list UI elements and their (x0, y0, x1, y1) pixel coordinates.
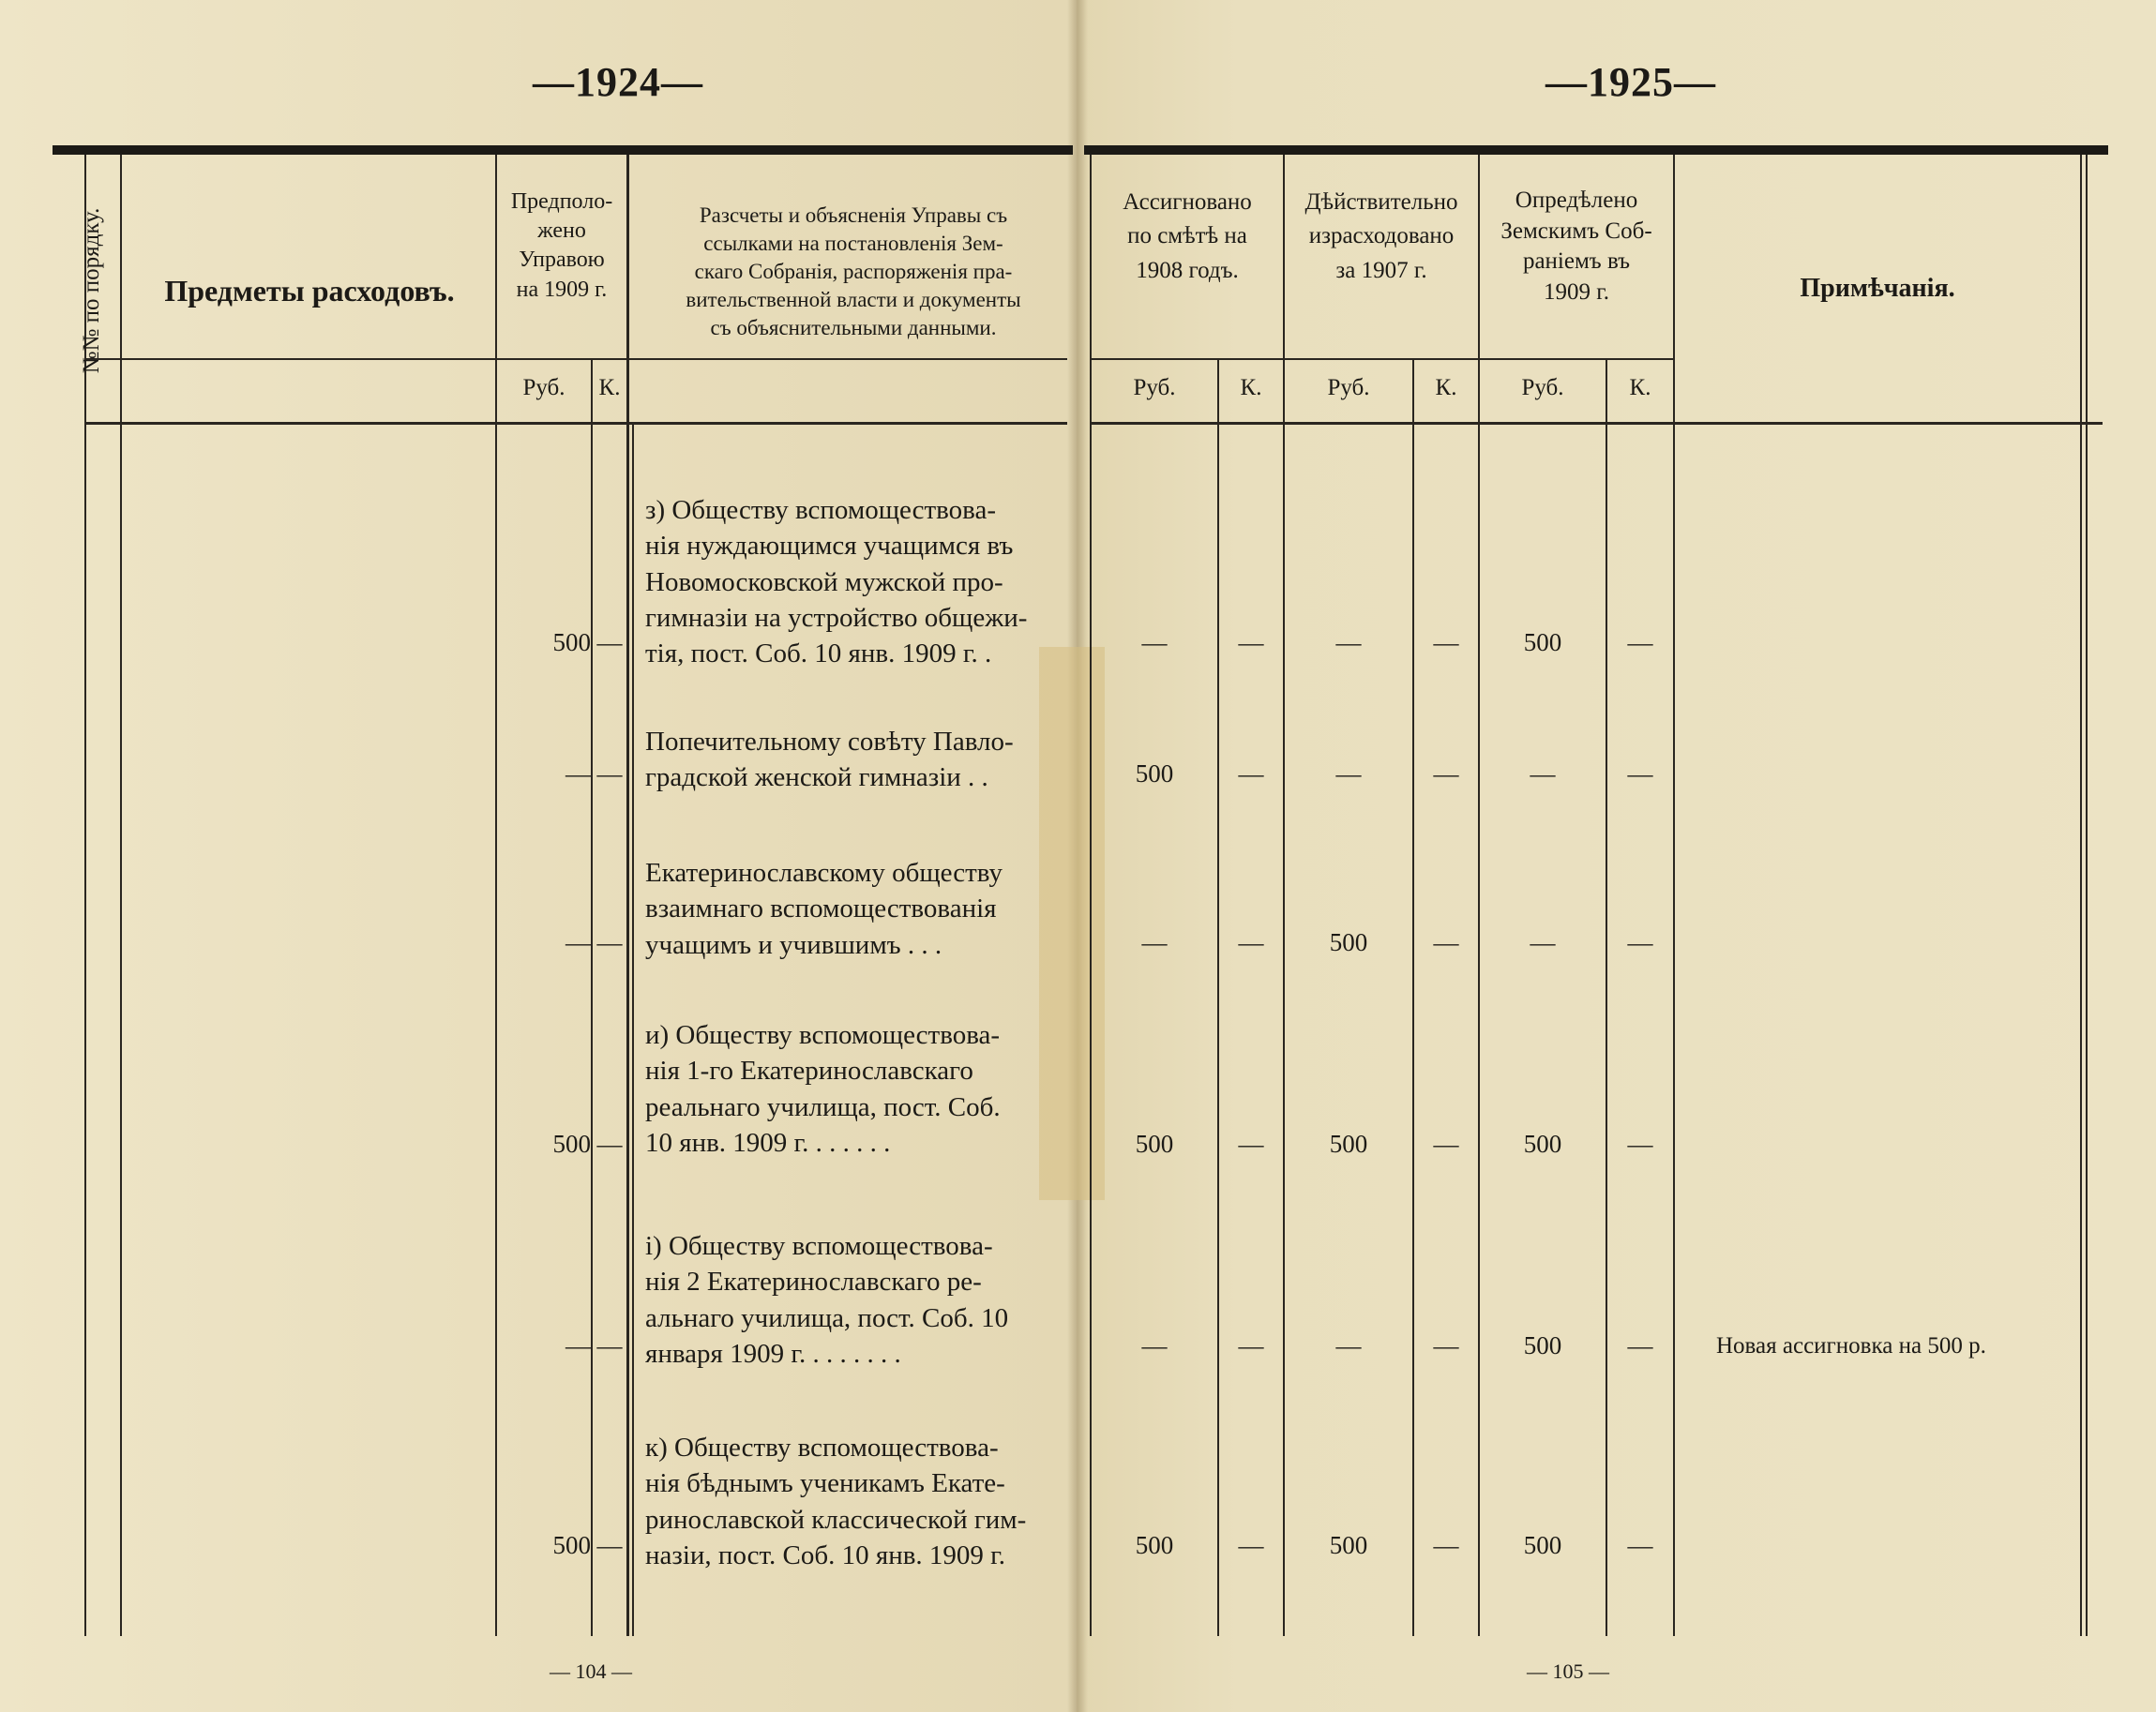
spent-kop: — (1433, 1531, 1459, 1559)
entry-text: и) Обществу вспомоществова- нія 1-го Екатеринославскаго реальнаго училища, пост. Соб. 10 янв. 1909 г. . . . . . . (645, 1020, 1001, 1158)
right-header-bottom-rule (1090, 422, 2103, 425)
proposed-rub-header: Руб. (522, 375, 565, 400)
note-text: Новая ассигновка на 500 р. (1716, 1333, 1986, 1359)
entry-text: к) Обществу вспомоществова- нія бѣднымъ ученикамъ Екате- ринославской классической гим- назіи, пост. Соб. 10 янв. 1909 г. (645, 1433, 1027, 1570)
spent-kop: — (1433, 1331, 1459, 1359)
determined-rub-kop-divider (1606, 360, 1607, 1636)
determined-kop-header: К. (1629, 375, 1651, 400)
proposed-rub: — (565, 759, 591, 788)
spent-kop-header: К. (1435, 375, 1457, 400)
spent-rub-kop-divider (1412, 360, 1414, 1636)
proposed-rub: 500 (552, 1130, 591, 1158)
determined-col-header: Опредѣлено Земскимъ Соб- раніемъ въ 1909 г. (1500, 188, 1652, 305)
right-subheader-rule (1090, 358, 1673, 360)
items-col-header: Предметы расходовъ. (164, 274, 455, 308)
spent-rub: 500 (1329, 1531, 1368, 1559)
proposed-col-double (632, 424, 634, 1636)
spent-kop: — (1433, 928, 1459, 956)
proposed-rub: — (565, 928, 591, 956)
proposed-kop: — (596, 628, 623, 656)
spent-rub: — (1335, 628, 1362, 656)
determined-rub: — (1530, 928, 1556, 956)
left-page-number: —1924— (533, 59, 703, 105)
assigned-kop: — (1238, 1331, 1264, 1359)
entry-text: Попечительному совѣту Павло- градской женской гимназіи . . (645, 727, 1014, 793)
right-footer-number: — 105 — (1527, 1659, 1609, 1683)
notes-col-header: Примѣчанія. (1800, 274, 1955, 303)
left-header-bottom-rule (86, 422, 1067, 425)
assigned-kop-header: К. (1240, 375, 1262, 400)
determined-rub: 500 (1523, 1130, 1562, 1158)
right-top-rule (1084, 145, 2108, 155)
assigned-kop: — (1238, 759, 1264, 788)
proposed-rub-kop-divider (591, 360, 593, 1636)
assigned-rub: — (1141, 628, 1168, 656)
right-page-number: —1925— (1545, 59, 1716, 105)
assigned-rub: 500 (1135, 759, 1174, 788)
entry-text: з) Обществу вспомоществова- нія нуждающимся учащимся въ Новомосковской мужской про- гимназіи на устройство общежи- тія, пост. Соб. 10 янв. 1909 г. . (645, 495, 1028, 669)
determined-kop: — (1627, 1331, 1653, 1359)
spent-kop: — (1433, 628, 1459, 656)
assigned-rub-header: Руб. (1133, 375, 1176, 400)
assigned-rub: 500 (1135, 1130, 1174, 1158)
entry-text: і) Обществу вспомоществова- нія 2 Екатеринославскаго ре- альнаго училища, пост. Соб. 10 января 1909 г. . . . . . . . (645, 1231, 1009, 1369)
explanations-col-header: Разсчеты и объясненія Управы съ ссылками на постановленія Зем- скаго Собранія, распоряженія пра- вительственной власти и документы съ объяснительными данными. (686, 203, 1021, 339)
proposed-rub: 500 (552, 628, 591, 656)
spent-col-header: Дѣйствительно израсходовано за 1907 г. (1304, 189, 1458, 283)
proposed-kop: — (596, 759, 623, 788)
spent-rub: 500 (1329, 928, 1368, 956)
proposed-kop: — (596, 928, 623, 956)
left-footer-number: — 104 — (550, 1659, 632, 1683)
proposed-kop: — (596, 1130, 623, 1158)
assigned-rub: — (1141, 1331, 1168, 1359)
assigned-kop: — (1238, 928, 1264, 956)
proposed-col-header: Предполо- жено Управою на 1909 г. (510, 189, 613, 302)
assigned-kop: — (1238, 628, 1264, 656)
assigned-rub: 500 (1135, 1531, 1174, 1559)
determined-kop: — (1627, 759, 1653, 788)
determined-rub: 500 (1523, 1331, 1562, 1359)
left-subheader-rule (86, 358, 1067, 360)
determined-kop: — (1627, 928, 1653, 956)
notes-col-divider (2080, 155, 2082, 1636)
assigned-kop: — (1238, 1531, 1264, 1559)
determined-kop: — (1627, 1130, 1653, 1158)
entry-text: Екатеринославскому обществу взаимнаго вспомоществованія учащимъ и учившимъ . . . (645, 858, 1003, 960)
assigned-col-header: Ассигновано по смѣтѣ на 1908 годъ. (1123, 189, 1252, 283)
spent-kop: — (1433, 759, 1459, 788)
num-col-header: №№ по порядку. (79, 207, 104, 374)
spent-rub: — (1335, 1331, 1362, 1359)
determined-kop: — (1627, 1531, 1653, 1559)
determined-kop: — (1627, 628, 1653, 656)
determined-rub: — (1530, 759, 1556, 788)
assigned-kop: — (1238, 1130, 1264, 1158)
determined-rub-header: Руб. (1521, 375, 1564, 400)
left-top-rule (53, 145, 1073, 155)
determined-rub: 500 (1523, 628, 1562, 656)
assigned-rub-kop-divider (1217, 360, 1219, 1636)
proposed-kop: — (596, 1331, 623, 1359)
spent-rub: — (1335, 759, 1362, 788)
num-col-divider (120, 155, 122, 1636)
spent-kop: — (1433, 1130, 1459, 1158)
determined-rub: 500 (1523, 1531, 1562, 1559)
proposed-rub: — (565, 1331, 591, 1359)
spent-rub-header: Руб. (1327, 375, 1370, 400)
determined-col-divider (1673, 155, 1675, 1636)
proposed-rub: 500 (552, 1531, 591, 1559)
assigned-rub: — (1141, 928, 1168, 956)
spent-rub: 500 (1329, 1130, 1368, 1158)
proposed-kop-header: К. (598, 375, 621, 400)
notes-col-double (2086, 155, 2088, 1636)
proposed-col-divider (626, 155, 629, 1636)
proposed-kop: — (596, 1531, 623, 1559)
